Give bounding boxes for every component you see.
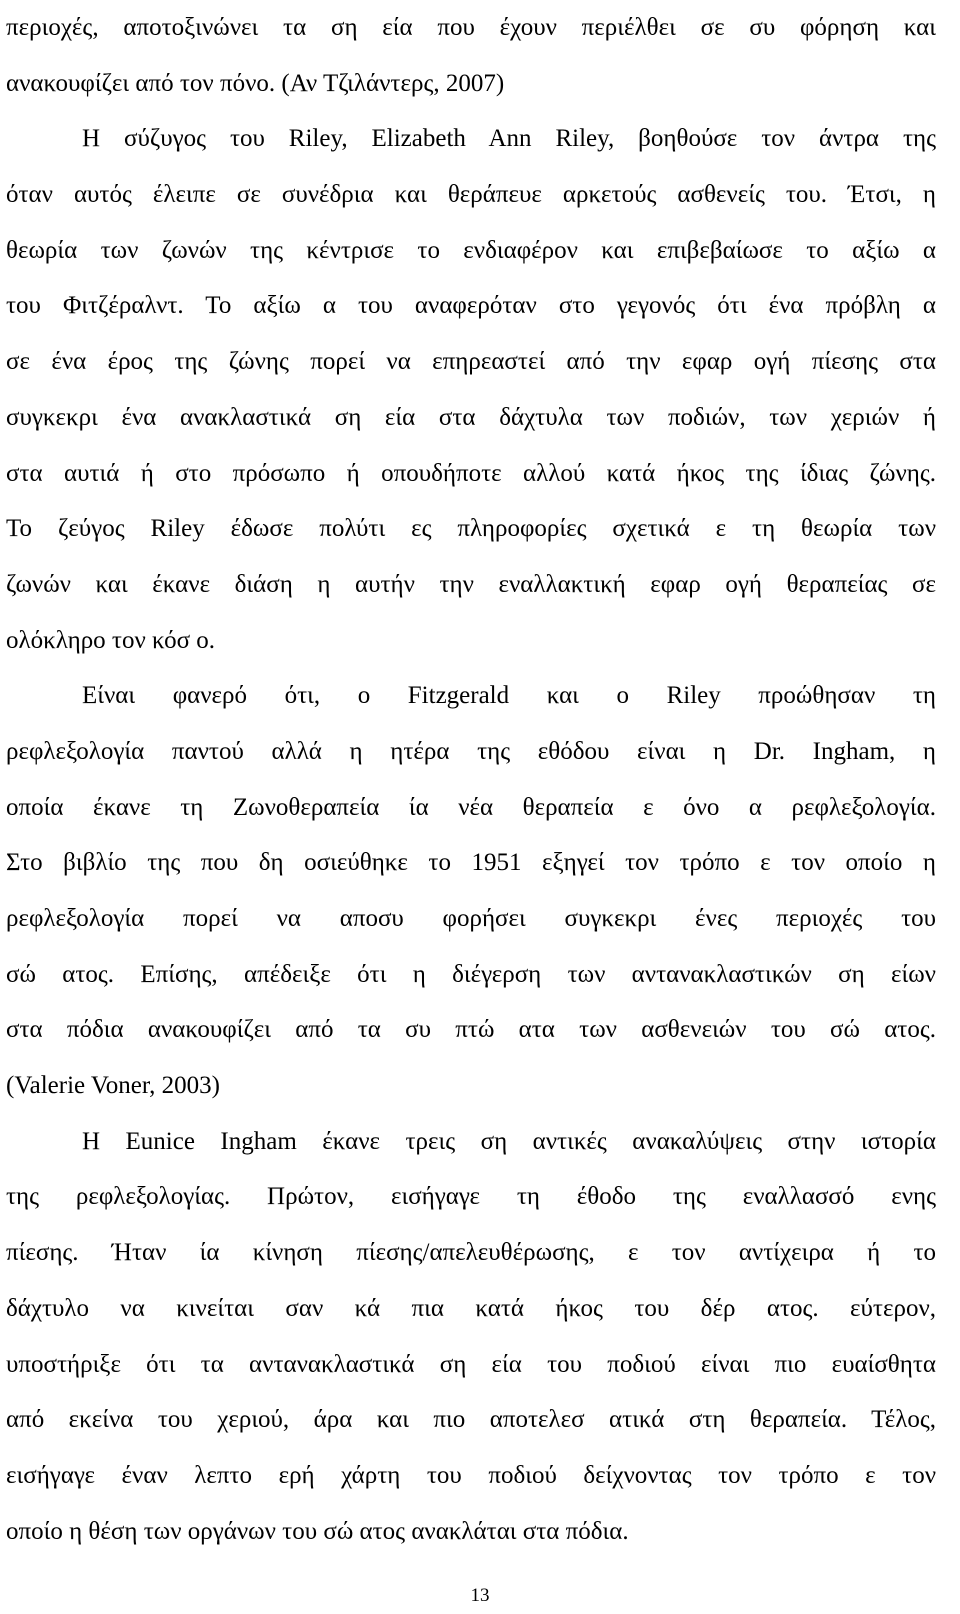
text-line: δάχτυλο να κινείται σαν κά πια κατά ήκος του δέρ ατος. εύτερον, — [6, 1294, 936, 1322]
text-line: ανακουφίζει από τον πόνο. (Αν Τζιλάντερς, 2007) — [6, 69, 505, 97]
text-line: σώ ατος. Επίσης, απέδειξε ότι η διέγερση των αντανακλαστικών ση είων — [6, 960, 936, 988]
text-line: Είναι φανερό ότι, ο Fitzgerald και ο Riley προώθησαν τη — [82, 682, 936, 710]
text-line: οποίο η θέση των οργάνων του σώ ατος ανακλάται στα πόδια. — [6, 1517, 629, 1545]
text-line: ρεφλεξολογία παντού αλλά η ητέρα της εθόδου είναι η Dr. Ingham, η — [6, 737, 936, 765]
text-line: Το ζεύγος Riley έδωσε πολύτι ες πληροφορίες σχετικά ε τη θεωρία των — [6, 515, 936, 543]
text-line: όταν αυτός έλειπε σε συνέδρια και θεράπευε αρκετούς ασθενείς του. Έτσι, η — [6, 181, 936, 209]
text-line: της ρεφλεξολογίας. Πρώτον, εισήγαγε τη έθοδο της εναλλασσό ενης — [6, 1183, 936, 1211]
text-line: συγκεκρι ένα ανακλαστικά ση εία στα δάχτυλα των ποδιών, των χεριών ή — [6, 403, 936, 431]
text-line: Η σύζυγος του Riley, Elizabeth Ann Riley, βοηθούσε τον άντρα της — [82, 125, 936, 153]
text-line: οποία έκανε τη Ζωνοθεραπεία ία νέα θεραπεία ε όνο α ρεφλεξολογία. — [6, 793, 936, 821]
text-line: θεωρία των ζωνών της κέντρισε το ενδιαφέρον και επιβεβαίωσε το αξίω α — [6, 236, 936, 264]
text-line: περιοχές, αποτοξινώνει τα ση εία που έχουν περιέλθει σε συ φόρηση και — [6, 14, 936, 41]
text-line: ζωνών και έκανε διάση η αυτήν την εναλλακτική εφαρ ογή θεραπείας σε — [6, 570, 936, 598]
text-line: από εκείνα του χεριού, άρα και πιο αποτελεσ ατικά στη θεραπεία. Τέλος, — [6, 1406, 936, 1434]
text-line: του Φιτζέραλντ. Το αξίω α του αναφερόταν στο γεγονός ότι ένα πρόβλη α — [6, 292, 936, 320]
text-line: σε ένα έρος της ζώνης πορεί να επηρεαστεί από την εφαρ ογή πίεσης στα — [6, 348, 936, 376]
text-line: Η Eunice Ingham έκανε τρεις ση αντικές ανακαλύψεις στην ιστορία — [82, 1127, 936, 1155]
text-line: Στο βιβλίο της που δη οσιεύθηκε το 1951 εξηγεί τον τρόπο ε τον οποίο η — [6, 849, 936, 877]
text-line: στα αυτιά ή στο πρόσωπο ή οπουδήποτε αλλού κατά ήκος της ίδιας ζώνης. — [6, 459, 936, 487]
text-line: στα πόδια ανακουφίζει από τα συ πτώ ατα των ασθενειών του σώ ατος. — [6, 1016, 936, 1044]
text-line: (Valerie Voner, 2003) — [6, 1072, 220, 1100]
text-line: ολόκληρο τον κόσ ο. — [6, 626, 216, 654]
page-number: 13 — [470, 1585, 490, 1606]
text-line: ρεφλεξολογία πορεί να αποσυ φορήσει συγκεκρι ένες περιοχές του — [6, 905, 936, 932]
document-page — [6, 0, 936, 1559]
text-line: υποστήριξε ότι τα αντανακλαστικά ση εία του ποδιού είναι πιο ευαίσθητα — [6, 1350, 936, 1378]
text-line: εισήγαγε έναν λεπτο ερή χάρτη του ποδιού δείχνοντας τον τρόπο ε τον — [6, 1461, 936, 1489]
text-line: πίεσης. Ήταν ία κίνηση πίεσης/απελευθέρωσης, ε τον αντίχειρα ή το — [6, 1239, 936, 1267]
